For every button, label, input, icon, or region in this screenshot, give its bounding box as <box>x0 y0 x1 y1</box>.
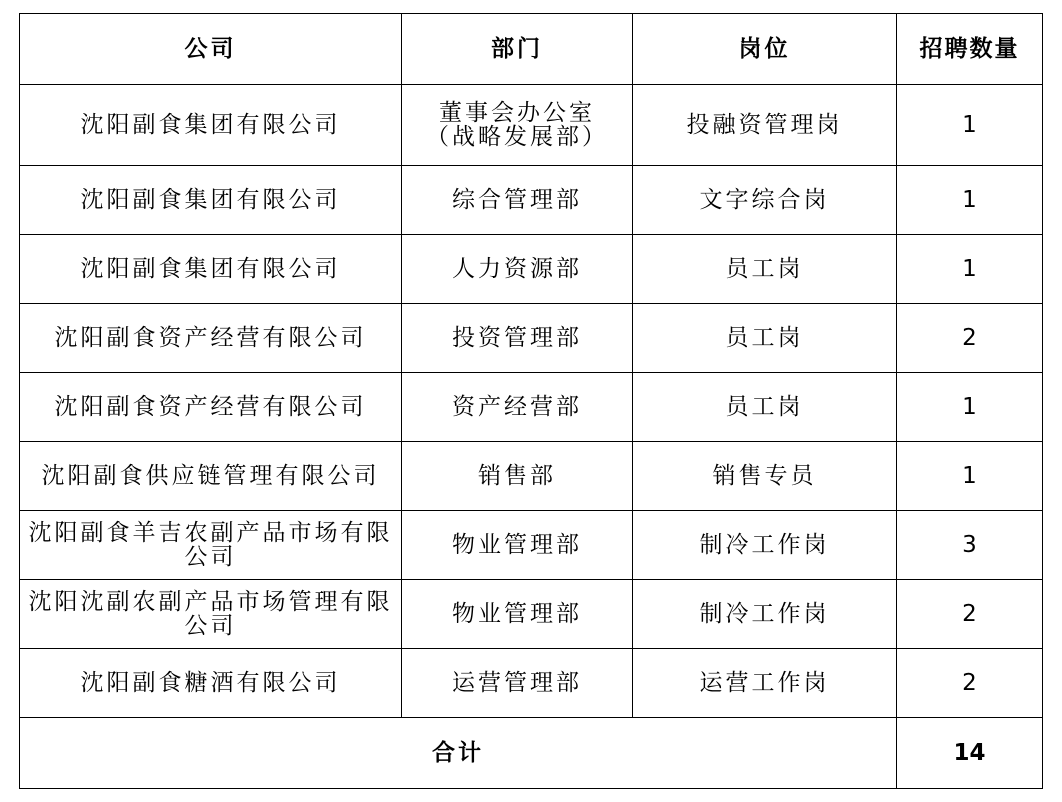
count-cell: 1 <box>897 85 1043 166</box>
position-cell: 投融资管理岗 <box>633 85 897 166</box>
position-cell: 销售专员 <box>633 442 897 511</box>
count-cell: 2 <box>897 304 1043 373</box>
position-cell: 员工岗 <box>633 235 897 304</box>
department-cell: 销售部 <box>402 442 633 511</box>
company-cell: 沈阳副食资产经营有限公司 <box>20 304 402 373</box>
header-count: 招聘数量 <box>897 14 1043 85</box>
count-cell: 1 <box>897 166 1043 235</box>
department-cell: 物业管理部 <box>402 580 633 649</box>
table-row <box>20 511 1043 580</box>
header-company: 公司 <box>20 14 402 85</box>
count-cell: 3 <box>897 511 1043 580</box>
count-cell: 2 <box>897 580 1043 649</box>
header-department: 部门 <box>402 14 633 85</box>
department-cell: 投资管理部 <box>402 304 633 373</box>
table-row <box>20 580 1043 649</box>
position-cell: 制冷工作岗 <box>633 580 897 649</box>
table-row <box>20 235 1043 304</box>
position-cell: 文字综合岗 <box>633 166 897 235</box>
position-cell: 员工岗 <box>633 373 897 442</box>
count-cell: 1 <box>897 235 1043 304</box>
recruitment-table <box>19 13 1043 789</box>
header-row <box>20 14 1043 85</box>
table-row <box>20 442 1043 511</box>
position-cell: 制冷工作岗 <box>633 511 897 580</box>
header-position: 岗位 <box>633 14 897 85</box>
company-cell: 沈阳副食供应链管理有限公司 <box>20 442 402 511</box>
company-cell: 沈阳沈副农副产品市场管理有限公司 <box>20 580 402 649</box>
table-row <box>20 649 1043 718</box>
department-cell: 资产经营部 <box>402 373 633 442</box>
company-cell: 沈阳副食羊吉农副产品市场有限公司 <box>20 511 402 580</box>
department-cell: 运营管理部 <box>402 649 633 718</box>
count-cell: 2 <box>897 649 1043 718</box>
department-cell: 物业管理部 <box>402 511 633 580</box>
total-label: 合计 <box>20 718 897 789</box>
position-cell: 员工岗 <box>633 304 897 373</box>
company-cell: 沈阳副食集团有限公司 <box>20 85 402 166</box>
table-row <box>20 85 1043 166</box>
company-cell: 沈阳副食集团有限公司 <box>20 166 402 235</box>
company-cell: 沈阳副食集团有限公司 <box>20 235 402 304</box>
company-cell: 沈阳副食糖酒有限公司 <box>20 649 402 718</box>
table-row <box>20 166 1043 235</box>
table-row <box>20 304 1043 373</box>
table-row <box>20 373 1043 442</box>
department-cell: 综合管理部 <box>402 166 633 235</box>
total-value: 14 <box>897 718 1043 789</box>
department-cell: 人力资源部 <box>402 235 633 304</box>
count-cell: 1 <box>897 373 1043 442</box>
total-row <box>20 718 1043 789</box>
company-cell: 沈阳副食资产经营有限公司 <box>20 373 402 442</box>
count-cell: 1 <box>897 442 1043 511</box>
department-cell: 董事会办公室（战略发展部） <box>402 85 633 166</box>
position-cell: 运营工作岗 <box>633 649 897 718</box>
